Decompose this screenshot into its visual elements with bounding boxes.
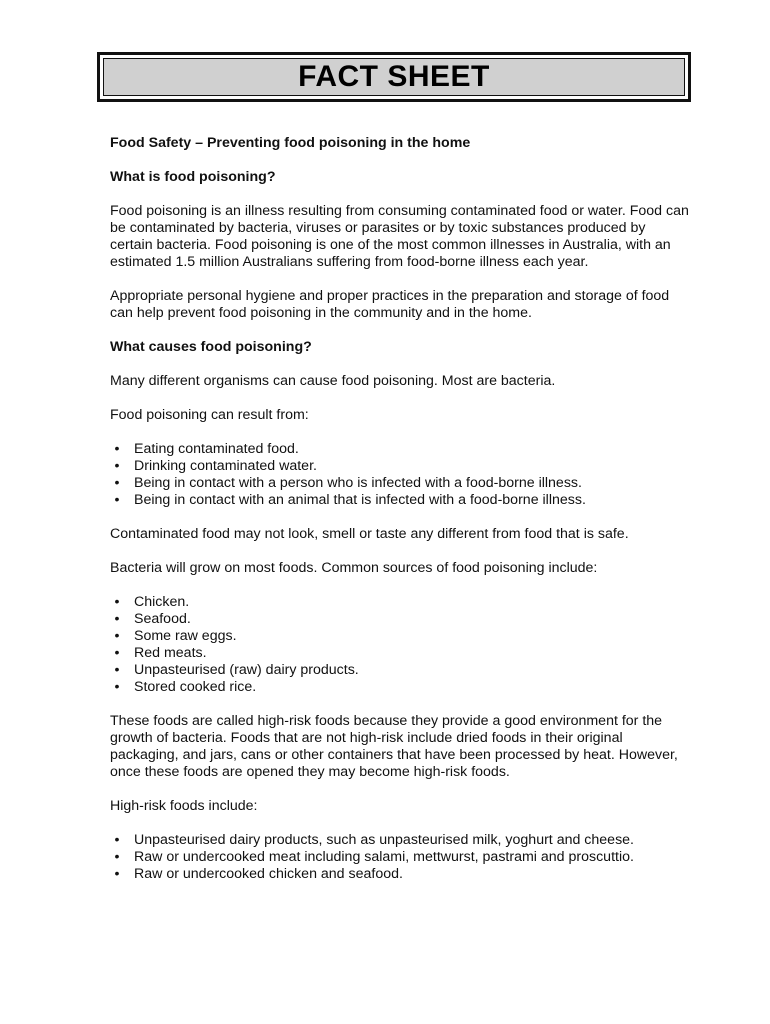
- list-item-text: Stored cooked rice.: [134, 679, 257, 695]
- paragraph: Contaminated food may not look, smell or taste any different from food that is safe.: [110, 526, 629, 542]
- list-item-text: Drinking contaminated water.: [134, 458, 317, 474]
- high-risk-foods-list: [110, 832, 690, 883]
- bullet-icon: •: [114, 594, 120, 610]
- bullet-icon: •: [114, 662, 120, 678]
- list-item: [110, 441, 690, 458]
- paragraph: Bacteria will grow on most foods. Common sources of food poisoning include:: [110, 560, 598, 576]
- list-item: [110, 475, 690, 492]
- paragraph: These foods are called high-risk foods because they provide a good environment for the growth of bacteria. Foods that are not high-risk include dried foods in their original packaging, and jars, cans or other containers that have been processed by heat. However, once these foods are opened they may become high-risk foods.: [110, 713, 678, 780]
- bullet-icon: •: [114, 441, 120, 457]
- list-item: [110, 611, 690, 628]
- paragraph: Many different organisms can cause food poisoning. Most are bacteria.: [110, 373, 556, 389]
- section-heading-what-causes: What causes food poisoning?: [110, 339, 312, 355]
- list-item-text: Seafood.: [134, 611, 191, 627]
- bullet-icon: •: [114, 849, 120, 865]
- list-item-text: Some raw eggs.: [134, 628, 237, 644]
- list-item: [110, 645, 690, 662]
- list-item: [110, 458, 690, 475]
- paragraph: Appropriate personal hygiene and proper practices in the preparation and storage of food can help prevent food poisoning in the community and in the home.: [110, 288, 670, 321]
- list-item-text: Being in contact with an animal that is infected with a food-borne illness.: [134, 492, 586, 508]
- list-item-text: Chicken.: [134, 594, 190, 610]
- list-item-text: Eating contaminated food.: [134, 441, 299, 457]
- paragraph: High-risk foods include:: [110, 798, 258, 814]
- list-item: [110, 492, 690, 509]
- common-sources-list: [110, 594, 690, 696]
- list-item-text: Raw or undercooked chicken and seafood.: [134, 866, 403, 882]
- list-item-text: Unpasteurised dairy products, such as unpasteurised milk, yoghurt and cheese.: [134, 832, 634, 848]
- bullet-icon: •: [114, 679, 120, 695]
- fact-sheet-title: FACT SHEET: [298, 60, 490, 93]
- list-item-text: Unpasteurised (raw) dairy products.: [134, 662, 359, 678]
- bullet-icon: •: [114, 866, 120, 882]
- bullet-icon: •: [114, 628, 120, 644]
- bullet-icon: •: [114, 611, 120, 627]
- bullet-icon: •: [114, 492, 120, 508]
- list-item-text: Raw or undercooked meat including salami, mettwurst, pastrami and proscuttio.: [134, 849, 634, 865]
- bullet-icon: •: [114, 458, 120, 474]
- bullet-icon: •: [114, 475, 120, 491]
- document-title: Food Safety – Preventing food poisoning in the home: [110, 135, 471, 151]
- causes-list: [110, 441, 690, 509]
- list-item: [110, 849, 690, 866]
- list-item: [110, 662, 690, 679]
- fact-sheet-header: [97, 52, 691, 102]
- list-item: [110, 679, 690, 696]
- list-item-text: Red meats.: [134, 645, 207, 661]
- fact-sheet-header-inner: [103, 58, 685, 96]
- bullet-icon: •: [114, 832, 120, 848]
- list-item-text: Being in contact with a person who is infected with a food-borne illness.: [134, 475, 582, 491]
- list-item: [110, 594, 690, 611]
- paragraph: Food poisoning can result from:: [110, 407, 309, 423]
- bullet-icon: •: [114, 645, 120, 661]
- list-item: [110, 628, 690, 645]
- list-item: [110, 866, 690, 883]
- paragraph: Food poisoning is an illness resulting from consuming contaminated food or water. Food can be contaminated by bacteria, viruses or parasites or by toxic substances produced by certain bacteria. Food poisoning is one of the most common illnesses in Australia, with an estimated 1.5 million Australians suffering from food-borne illness each year.: [110, 203, 689, 270]
- section-heading-what-is: What is food poisoning?: [110, 169, 276, 185]
- document-body: [110, 135, 690, 900]
- list-item: [110, 832, 690, 849]
